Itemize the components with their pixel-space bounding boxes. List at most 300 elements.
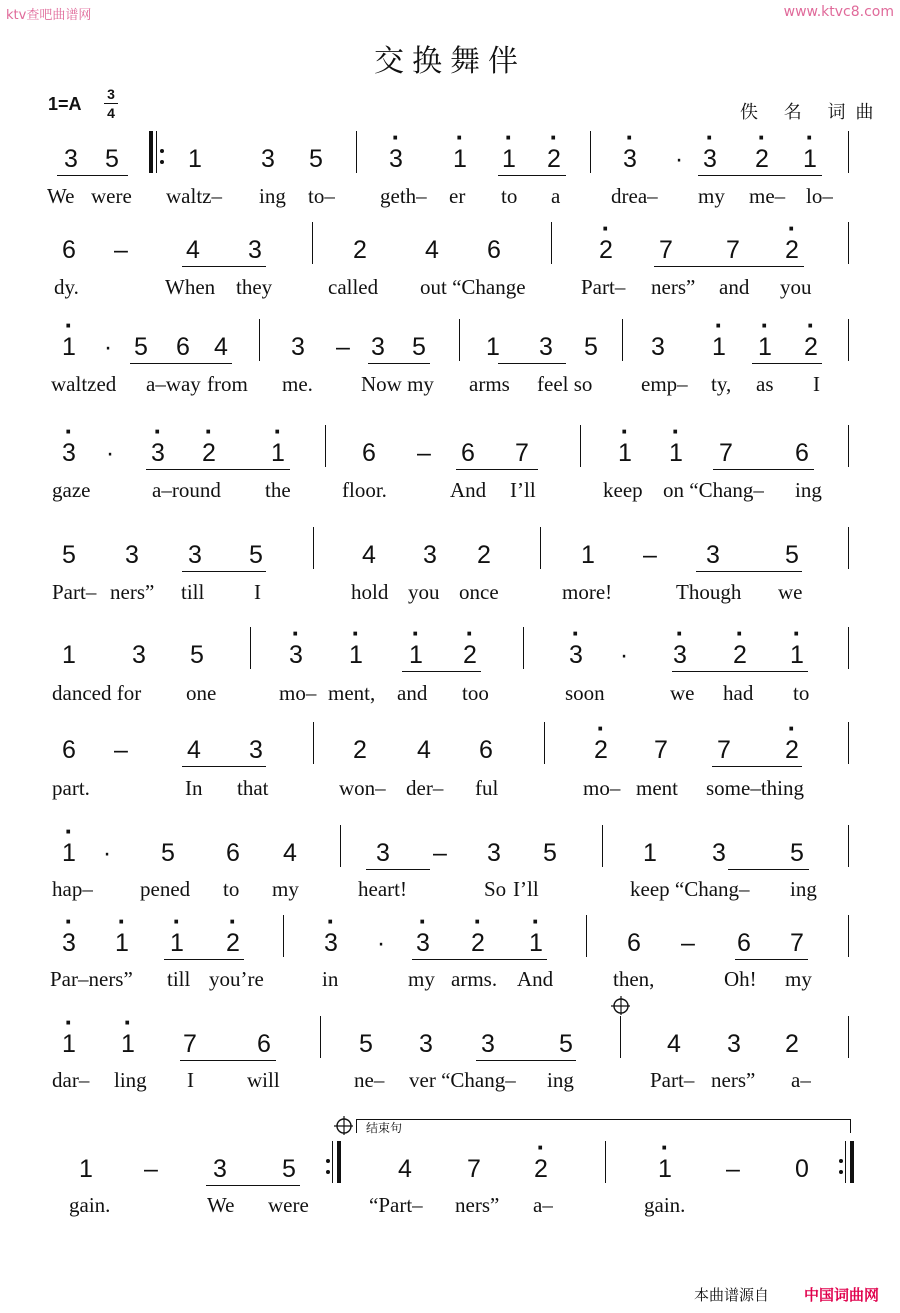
- note: 3: [727, 1030, 741, 1058]
- note: 5: [62, 541, 76, 569]
- eighth-underline: [713, 469, 814, 470]
- repeat-dot: [160, 160, 164, 164]
- note: 4: [425, 236, 439, 264]
- note: · 2: [221, 929, 245, 957]
- lyric-word: and: [397, 681, 428, 705]
- note: · 1: [344, 641, 368, 669]
- eighth-underline: [182, 766, 266, 767]
- lyric-word: pened: [140, 877, 191, 901]
- barline: [313, 527, 314, 569]
- footer-source-text: 本曲谱源自: [694, 1286, 770, 1304]
- lyric-word: ment,: [328, 681, 376, 705]
- song-title: 交换舞伴: [374, 44, 526, 79]
- note: 3: [539, 333, 553, 361]
- lyric-word: floor.: [342, 478, 387, 502]
- note: 4: [187, 736, 201, 764]
- lyric-word: gain.: [69, 1193, 111, 1217]
- note: 3: [651, 333, 665, 361]
- repeat-start-thick: [149, 131, 153, 173]
- lyric-word: ners”: [711, 1068, 756, 1092]
- lyric-word: ment: [636, 776, 678, 800]
- lyric-word: ling: [114, 1068, 147, 1092]
- lyric-word: too: [462, 681, 489, 705]
- lyric-word: soon: [565, 681, 605, 705]
- barline: [586, 915, 587, 957]
- time-signature-line: [104, 103, 118, 104]
- note: · 3: [57, 929, 81, 957]
- note: · 1: [404, 641, 428, 669]
- lyric-word: Part–: [581, 275, 626, 299]
- note: 4: [186, 236, 200, 264]
- barline: [356, 131, 357, 173]
- note: · 3: [57, 439, 81, 467]
- note: 1: [643, 839, 657, 867]
- lyric-word: ing: [259, 184, 286, 208]
- note: 6: [62, 736, 76, 764]
- repeat-dot: [839, 1159, 843, 1163]
- note: 6: [226, 839, 240, 867]
- note: 3: [487, 839, 501, 867]
- lyric-word: gain.: [644, 1193, 686, 1217]
- dash-extension: –: [114, 236, 128, 264]
- repeat-end-thick: [850, 1141, 854, 1183]
- note: · 2: [197, 439, 221, 467]
- lyric-word: that: [237, 776, 269, 800]
- note: · 2: [780, 736, 804, 764]
- repeat-start-thin: [156, 131, 157, 173]
- note: 3: [261, 145, 275, 173]
- note: · 2: [594, 236, 618, 264]
- note: 4: [667, 1030, 681, 1058]
- note: 2: [477, 541, 491, 569]
- eighth-underline: [206, 1185, 300, 1186]
- note: · 1: [497, 145, 521, 173]
- ending-bracket-top: [356, 1119, 850, 1120]
- note: 2: [353, 736, 367, 764]
- augmentation-dot: ·: [105, 439, 115, 467]
- lyric-word: part.: [52, 776, 90, 800]
- dash-extension: –: [433, 839, 447, 867]
- note: · 2: [458, 641, 482, 669]
- lyric-word: were: [91, 184, 132, 208]
- lyric-word: from: [207, 372, 248, 396]
- lyric-word: feel so: [537, 372, 593, 396]
- eighth-underline: [218, 469, 290, 470]
- dash-extension: –: [726, 1155, 740, 1183]
- lyric-word: some–thing: [706, 776, 804, 800]
- lyric-word: in: [322, 967, 339, 991]
- note: · 2: [728, 641, 752, 669]
- lyric-word: out “Change: [420, 275, 526, 299]
- note: 5: [309, 145, 323, 173]
- note: 7: [467, 1155, 481, 1183]
- note: 3: [423, 541, 437, 569]
- note: · 1: [753, 333, 777, 361]
- barline: [848, 131, 849, 173]
- note: · 1: [785, 641, 809, 669]
- lyric-word: to: [223, 877, 240, 901]
- augmentation-dot: ·: [102, 839, 112, 867]
- lyric-word: I’ll: [513, 877, 539, 901]
- barline: [848, 222, 849, 264]
- lyric-word: called: [328, 275, 379, 299]
- barline: [848, 825, 849, 867]
- eighth-underline: [366, 869, 430, 870]
- lyric-word: ne–: [354, 1068, 385, 1092]
- lyric-word: hap–: [52, 877, 93, 901]
- note: 7: [790, 929, 804, 957]
- lyric-word: my: [272, 877, 299, 901]
- note: 3: [64, 145, 78, 173]
- lyric-word: er: [449, 184, 466, 208]
- eighth-underline: [130, 363, 194, 364]
- eighth-underline: [164, 959, 244, 960]
- lyric-word: a: [551, 184, 561, 208]
- note: 7: [659, 236, 673, 264]
- augmentation-dot: ·: [619, 641, 629, 669]
- lyric-word: And: [517, 967, 554, 991]
- note: 3: [213, 1155, 227, 1183]
- lyric-word: as: [756, 372, 774, 396]
- barline: [325, 425, 326, 467]
- barline: [250, 627, 251, 669]
- lyric-word: heart!: [358, 877, 407, 901]
- lyric-word: danced for: [52, 681, 142, 705]
- barline: [259, 319, 260, 361]
- barline: [459, 319, 460, 361]
- barline: [620, 1016, 621, 1058]
- lyric-word: ners”: [651, 275, 696, 299]
- lyric-word: a–way: [146, 372, 201, 396]
- time-signature-top: 3: [107, 86, 115, 102]
- lyric-word: geth–: [380, 184, 427, 208]
- dash-extension: –: [114, 736, 128, 764]
- lyric-word: we: [670, 681, 695, 705]
- eighth-underline: [735, 959, 808, 960]
- eighth-underline: [773, 175, 822, 176]
- time-signature-bottom: 4: [107, 105, 115, 121]
- note: · 1: [613, 439, 637, 467]
- barline: [544, 722, 545, 764]
- note: 0: [795, 1155, 809, 1183]
- lyric-word: Part–: [650, 1068, 695, 1092]
- lyric-word: I’ll: [510, 478, 536, 502]
- lyric-word: ing: [547, 1068, 574, 1092]
- lyric-word: my: [408, 967, 435, 991]
- lyric-word: Par–ners”: [50, 967, 133, 991]
- lyric-word: to: [793, 681, 810, 705]
- note: 3: [291, 333, 305, 361]
- dash-extension: –: [417, 439, 431, 467]
- eighth-underline: [456, 469, 538, 470]
- note: 4: [283, 839, 297, 867]
- note: · 3: [411, 929, 435, 957]
- note: · 3: [668, 641, 692, 669]
- eighth-underline: [368, 363, 430, 364]
- time-signature: [103, 86, 119, 121]
- lyric-word: waltzed: [51, 372, 117, 396]
- lyric-word: ver “Chang–: [409, 1068, 516, 1092]
- lyric-word: “Part–: [369, 1193, 423, 1217]
- lyric-word: we: [778, 580, 803, 604]
- lyric-word: Part–: [52, 580, 97, 604]
- eighth-underline: [498, 175, 566, 176]
- barline: [602, 825, 603, 867]
- lyric-word: Though: [676, 580, 742, 604]
- lyric-word: I: [254, 580, 261, 604]
- lyric-word: till: [181, 580, 205, 604]
- note: 5: [412, 333, 426, 361]
- footer-site-name: 中国词曲网: [804, 1286, 880, 1304]
- coda-sign-ending: [333, 1115, 353, 1135]
- note: 3: [371, 333, 385, 361]
- barline: [320, 1016, 321, 1058]
- note: 3: [132, 641, 146, 669]
- note: · 1: [653, 1155, 677, 1183]
- lyric-word: till: [167, 967, 191, 991]
- barline: [848, 425, 849, 467]
- lyric-word: dar–: [52, 1068, 90, 1092]
- lyric-word: arms.: [451, 967, 498, 991]
- lyric-word: you: [408, 580, 440, 604]
- lyric-word: I: [813, 372, 820, 396]
- lyric-word: In: [185, 776, 203, 800]
- barline: [540, 527, 541, 569]
- note: 3: [712, 839, 726, 867]
- note: 5: [785, 541, 799, 569]
- note: · 2: [542, 145, 566, 173]
- lyric-word: mo–: [583, 776, 621, 800]
- note: 1: [188, 145, 202, 173]
- barline: [605, 1141, 606, 1183]
- note: 1: [486, 333, 500, 361]
- lyric-word: won–: [339, 776, 386, 800]
- barline: [590, 131, 591, 173]
- note: · 1: [266, 439, 290, 467]
- eighth-underline: [180, 1060, 276, 1061]
- note: 3: [248, 236, 262, 264]
- barline: [848, 722, 849, 764]
- note: 7: [717, 736, 731, 764]
- repeat-dot: [326, 1159, 330, 1163]
- repeat-dot: [160, 149, 164, 153]
- lyric-word: me.: [282, 372, 313, 396]
- eighth-underline: [194, 363, 232, 364]
- eighth-underline: [490, 959, 547, 960]
- repeat-end-thin: [845, 1141, 846, 1183]
- note: 3: [188, 541, 202, 569]
- barline: [848, 915, 849, 957]
- note: · 1: [57, 1030, 81, 1058]
- note: 5: [790, 839, 804, 867]
- note: · 2: [466, 929, 490, 957]
- note: 1: [62, 641, 76, 669]
- note: 5: [249, 541, 263, 569]
- barline: [848, 319, 849, 361]
- lyric-word: you: [780, 275, 812, 299]
- watermark-right: www.ktvc8.com: [783, 4, 894, 20]
- eighth-underline: [728, 869, 809, 870]
- lyric-word: then,: [613, 967, 655, 991]
- eighth-underline: [752, 363, 822, 364]
- note: 3: [706, 541, 720, 569]
- repeat-dot: [326, 1170, 330, 1174]
- barline: [340, 825, 341, 867]
- note: · 1: [110, 929, 134, 957]
- note: · 2: [589, 736, 613, 764]
- lyric-word: emp–: [641, 372, 688, 396]
- augmentation-dot: ·: [674, 145, 684, 173]
- eighth-underline: [412, 959, 490, 960]
- note: 5: [105, 145, 119, 173]
- barline: [523, 627, 524, 669]
- barline: [312, 222, 313, 264]
- note: 3: [125, 541, 139, 569]
- note: 7: [726, 236, 740, 264]
- note: 3: [481, 1030, 495, 1058]
- augmentation-dot: ·: [103, 333, 113, 361]
- lyric-word: the: [265, 478, 291, 502]
- dash-extension: –: [144, 1155, 158, 1183]
- lyric-word: to–: [308, 184, 335, 208]
- lyric-word: ful: [475, 776, 499, 800]
- lyric-word: mo–: [279, 681, 317, 705]
- ending-label: 结束句: [366, 1121, 403, 1135]
- note: 7: [654, 736, 668, 764]
- note: 7: [719, 439, 733, 467]
- dash-extension: –: [681, 929, 695, 957]
- note: 5: [161, 839, 175, 867]
- note: · 1: [448, 145, 472, 173]
- lyric-word: drea–: [611, 184, 658, 208]
- lyric-word: Oh!: [724, 967, 757, 991]
- note: 5: [359, 1030, 373, 1058]
- lyric-word: lo–: [806, 184, 833, 208]
- lyric-word: waltz–: [166, 184, 222, 208]
- lyric-word: dy.: [54, 275, 79, 299]
- lyric-word: ners”: [110, 580, 155, 604]
- repeat-dot: [839, 1170, 843, 1174]
- note: · 3: [564, 641, 588, 669]
- lyric-word: ners”: [455, 1193, 500, 1217]
- lyric-word: der–: [406, 776, 444, 800]
- note: · 2: [529, 1155, 553, 1183]
- barline: [313, 722, 314, 764]
- note: 3: [249, 736, 263, 764]
- note: 6: [257, 1030, 271, 1058]
- lyric-word: We: [207, 1193, 235, 1217]
- lyric-word: you’re: [209, 967, 264, 991]
- eighth-underline: [696, 571, 802, 572]
- ending-bracket-left: [356, 1119, 357, 1133]
- repeat-end-thin: [332, 1141, 333, 1183]
- lyric-word: arms: [469, 372, 510, 396]
- note: 6: [479, 736, 493, 764]
- note: 5: [282, 1155, 296, 1183]
- note: · 3: [319, 929, 343, 957]
- lyric-word: I: [187, 1068, 194, 1092]
- eighth-underline: [672, 671, 748, 672]
- eighth-underline: [654, 266, 745, 267]
- note: 2: [785, 1030, 799, 1058]
- note: · 3: [698, 145, 722, 173]
- lyric-word: had: [723, 681, 754, 705]
- lyric-word: and: [719, 275, 750, 299]
- note: 6: [795, 439, 809, 467]
- watermark-left: ktv查吧曲谱网: [6, 8, 92, 23]
- lyric-word: will: [247, 1068, 280, 1092]
- barline: [551, 222, 552, 264]
- barline: [848, 627, 849, 669]
- lyric-word: my: [785, 967, 812, 991]
- eighth-underline: [748, 671, 808, 672]
- note: 5: [584, 333, 598, 361]
- note: · 1: [165, 929, 189, 957]
- lyric-word: Now my: [361, 372, 434, 396]
- eighth-underline: [712, 766, 802, 767]
- note: 7: [515, 439, 529, 467]
- lyric-word: more!: [562, 580, 613, 604]
- lyric-word: keep: [603, 478, 643, 502]
- dash-extension: –: [336, 333, 350, 361]
- note: 6: [737, 929, 751, 957]
- note: 6: [627, 929, 641, 957]
- eighth-underline: [57, 175, 128, 176]
- eighth-underline: [498, 363, 566, 364]
- composer-credit: 佚 名 词曲: [740, 102, 884, 123]
- lyric-word: once: [459, 580, 499, 604]
- eighth-underline: [745, 266, 804, 267]
- note: · 2: [750, 145, 774, 173]
- lyric-word: So: [484, 877, 507, 901]
- note: · 1: [524, 929, 548, 957]
- lyric-word: ing: [795, 478, 822, 502]
- lyric-word: my: [698, 184, 725, 208]
- lyric-word: were: [268, 1193, 309, 1217]
- lyric-word: a–: [533, 1193, 553, 1217]
- eighth-underline: [146, 469, 218, 470]
- key-signature: 1=A: [48, 94, 82, 114]
- note: · 3: [618, 145, 642, 173]
- lyric-word: to: [501, 184, 518, 208]
- lyric-word: And: [450, 478, 487, 502]
- lyric-word: a–: [791, 1068, 811, 1092]
- lyric-word: When: [165, 275, 216, 299]
- note: 6: [62, 236, 76, 264]
- note: · 1: [116, 1030, 140, 1058]
- coda-sign: [610, 995, 630, 1015]
- ending-bracket-right: [850, 1119, 851, 1133]
- note: 2: [353, 236, 367, 264]
- lyric-word: they: [236, 275, 273, 299]
- lyric-word: ty,: [711, 372, 732, 396]
- note: 6: [362, 439, 376, 467]
- barline: [283, 915, 284, 957]
- note: 4: [214, 333, 228, 361]
- note: · 1: [57, 333, 81, 361]
- note: 1: [79, 1155, 93, 1183]
- note: 3: [419, 1030, 433, 1058]
- note: 6: [461, 439, 475, 467]
- note: 5: [543, 839, 557, 867]
- dash-extension: –: [643, 541, 657, 569]
- lyric-word: keep “Chang–: [630, 877, 750, 901]
- lyric-word: one: [186, 681, 217, 705]
- lyric-word: me–: [749, 184, 786, 208]
- note: · 3: [146, 439, 170, 467]
- eighth-underline: [402, 671, 481, 672]
- note: · 2: [780, 236, 804, 264]
